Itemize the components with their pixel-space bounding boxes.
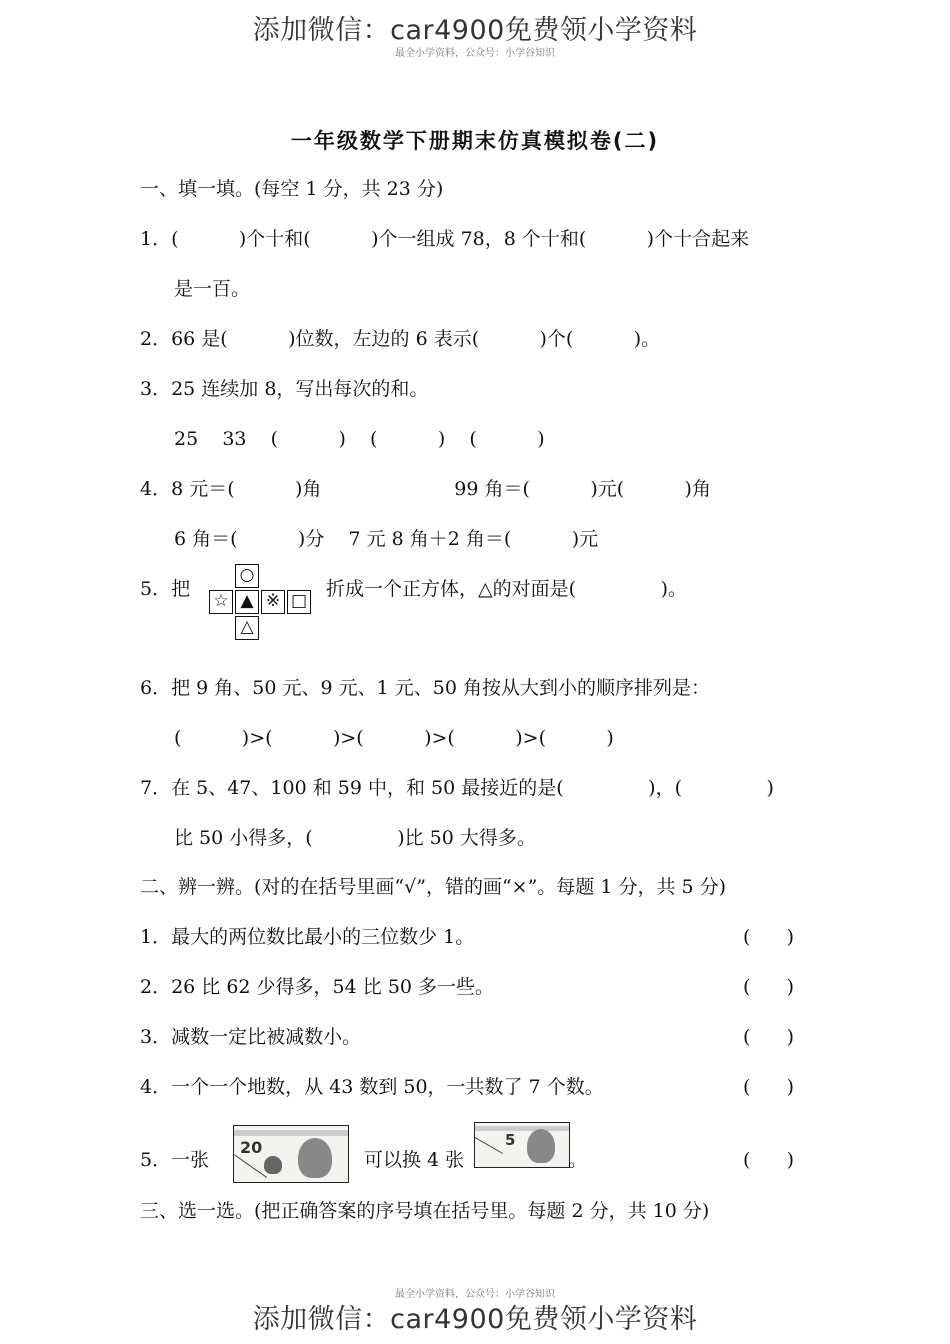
watermark-bottom: 添加微信：car4900免费领小学资料 xyxy=(252,1304,698,1335)
note-5-portrait xyxy=(527,1129,555,1163)
s2-answer-5: ( ) xyxy=(743,1149,795,1171)
watermark-top: 添加微信：car4900免费领小学资料 xyxy=(252,15,698,46)
s2-item-2: 2．26 比 62 少得多，54 比 50 多一些。 xyxy=(140,976,495,998)
s1-q5-suffix: 折成一个正方体，△的对面是( )。 xyxy=(326,578,687,600)
s2-item-4: 4．一个一个地数，从 43 数到 50，一共数了 7 个数。 xyxy=(140,1076,604,1098)
s1-q3-line2: 25 33 ( ) ( ) ( ) xyxy=(174,428,545,450)
s2-q5-suffix: 。 xyxy=(568,1149,588,1171)
banknote-5-yuan-image xyxy=(474,1122,570,1168)
page-title: 一年级数学下册期末仿真模拟卷(二) xyxy=(290,129,660,153)
s1-q4-line1: 4．8 元＝( )角 99 角＝( )元( )角 xyxy=(140,478,711,500)
section3-heading: 三、选一选。(把正确答案的序号填在括号里。每题 2 分，共 10 分) xyxy=(140,1200,710,1222)
net-cell-circle: ○ xyxy=(235,564,259,588)
note-20-portrait xyxy=(298,1138,332,1178)
note-5-band xyxy=(475,1126,569,1131)
note-20-denomination: 20 xyxy=(240,1138,263,1157)
s1-q2: 2．66 是( )位数，左边的 6 表示( )个( )。 xyxy=(140,328,661,350)
s1-q1-line2: 是一百。 xyxy=(174,278,251,300)
s1-q6-line1: 6．把 9 角、50 元、9 元、1 元、50 角按从大到小的顺序排列是： xyxy=(140,677,710,699)
s1-q5-prefix: 5．把 xyxy=(140,578,191,600)
s1-q4-line2: 6 角＝( )分 7 元 8 角＋2 角＝( )元 xyxy=(174,528,599,550)
net-cell-star: ☆ xyxy=(209,590,233,614)
note-20-band xyxy=(234,1130,348,1136)
s2-q5-prefix: 5．一张 xyxy=(140,1149,210,1171)
note-5-denomination: 5 xyxy=(505,1131,516,1149)
footer-small-text: 最全小学资料，公众号：小学谷知识 xyxy=(395,1289,555,1300)
net-cell-reference-mark: ※ xyxy=(261,590,285,614)
s2-answer-3: ( ) xyxy=(743,1026,795,1048)
note-20-emblem xyxy=(264,1156,282,1174)
banknote-20-yuan-image xyxy=(233,1125,349,1183)
net-cell-triangle: △ xyxy=(235,616,259,640)
s2-answer-1: ( ) xyxy=(743,926,795,948)
net-cell-square: □ xyxy=(287,590,311,614)
s1-q3-line1: 3．25 连续加 8，写出每次的和。 xyxy=(140,378,429,400)
note-5-diagonal xyxy=(475,1137,503,1154)
s2-answer-4: ( ) xyxy=(743,1076,795,1098)
s2-item-3: 3．减数一定比被减数小。 xyxy=(140,1026,362,1048)
section1-heading: 一、填一填。(每空 1 分，共 23 分) xyxy=(140,178,444,200)
s2-item-1: 1．最大的两位数比最小的三位数少 1。 xyxy=(140,926,475,948)
s2-answer-2: ( ) xyxy=(743,976,795,998)
note-20-diagonal xyxy=(234,1154,267,1178)
s2-q5-mid: 可以换 4 张 xyxy=(364,1149,465,1171)
s1-q7-line2: 比 50 小得多，( )比 50 大得多。 xyxy=(174,827,536,849)
s1-q7-line1: 7．在 5、47、100 和 59 中，和 50 最接近的是( )，( ) xyxy=(140,777,774,799)
net-cell-filled-triangle: ▲ xyxy=(235,590,259,614)
s1-q1-line1: 1．( )个十和( )个一组成 78，8 个十和( )个十合起来 xyxy=(140,228,750,250)
header-small-text: 最全小学资料，公众号：小学谷知识 xyxy=(395,48,555,59)
section2-heading: 二、辨一辨。(对的在括号里画“√”，错的画“×”。每题 1 分，共 5 分) xyxy=(140,876,727,898)
s1-q6-line2: ( )>( )>( )>( )>( ) xyxy=(174,727,614,749)
